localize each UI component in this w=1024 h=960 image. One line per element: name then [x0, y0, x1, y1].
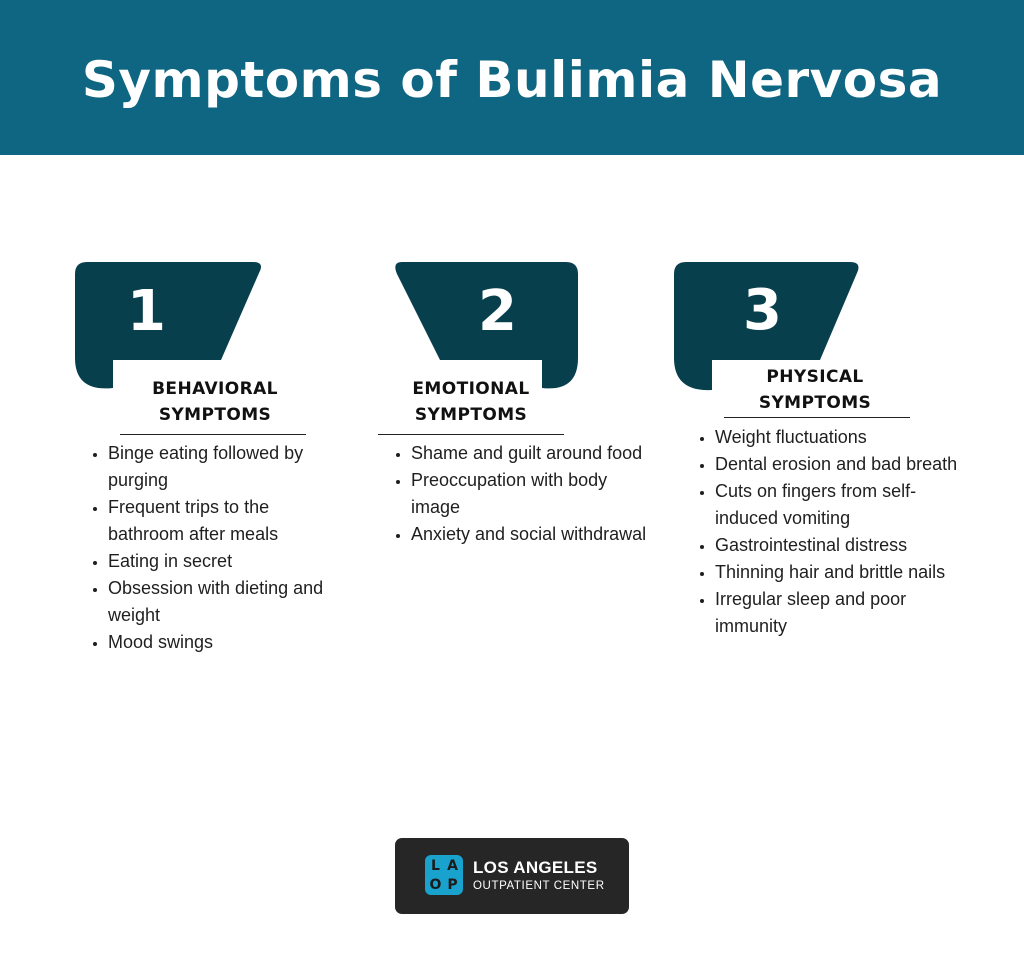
symptom-item: • Mood swings — [108, 629, 338, 656]
symptom-item: • Irregular sleep and poor immunity — [715, 586, 977, 640]
symptom-item: • Cuts on fingers from self-induced vomiting — [715, 478, 977, 532]
symptom-list — [75, 440, 338, 656]
title-underline — [724, 417, 910, 418]
symptom-item: • Frequent trips to the bathroom after meals — [108, 494, 338, 548]
title-underline — [120, 434, 306, 435]
page-title: Symptoms of Bulimia Nervosa — [81, 50, 943, 109]
symptom-list — [682, 424, 977, 640]
column-title-line: SYMPTOMS — [158, 405, 272, 425]
column-physical — [674, 262, 974, 722]
column-title-line: SYMPTOMS — [758, 393, 872, 413]
symptom-item: • Binge eating followed by purging — [108, 440, 338, 494]
symptom-item: • Eating in secret — [108, 548, 338, 575]
logo-mark-letter: P — [447, 876, 458, 893]
symptom-item: • Dental erosion and bad breath — [715, 451, 977, 478]
logo-mark-letter: A — [447, 857, 458, 874]
logo-mark-letter: L — [431, 857, 440, 874]
symptom-item: • Obsession with dieting and weight — [108, 575, 338, 629]
title-underline — [378, 434, 564, 435]
column-title — [722, 364, 908, 416]
symptom-item: • Thinning hair and brittle nails — [715, 559, 977, 586]
number-label: 2 — [478, 279, 517, 344]
logo-mark-letter: O — [429, 876, 442, 893]
column-title-line: SYMPTOMS — [414, 405, 528, 425]
logo-subtitle: OUTPATIENT CENTER — [473, 880, 605, 892]
logo-mark — [425, 855, 463, 895]
column-behavioral — [75, 262, 375, 722]
column-title-line: PHYSICAL — [766, 367, 864, 387]
logo-name: LOS ANGELES — [473, 858, 598, 877]
symptom-list — [378, 440, 656, 548]
symptom-item: • Gastrointestinal distress — [715, 532, 977, 559]
column-title — [120, 376, 310, 428]
symptom-item: • Shame and guilt around food — [411, 440, 656, 467]
number-label: 1 — [127, 279, 166, 344]
column-title-line: BEHAVIORAL — [152, 379, 278, 399]
symptom-item: • Anxiety and social withdrawal — [411, 521, 656, 548]
laop-logo — [395, 838, 629, 914]
symptom-item: • Preoccupation with body image — [411, 467, 656, 521]
number-label: 3 — [743, 278, 782, 343]
number-badge-1 — [75, 262, 265, 392]
column-emotional — [378, 262, 678, 722]
header-banner — [0, 0, 1024, 155]
column-title — [378, 376, 564, 428]
symptom-item: • Weight fluctuations — [715, 424, 977, 451]
number-badge-2 — [378, 262, 568, 392]
column-title-line: EMOTIONAL — [412, 379, 530, 399]
